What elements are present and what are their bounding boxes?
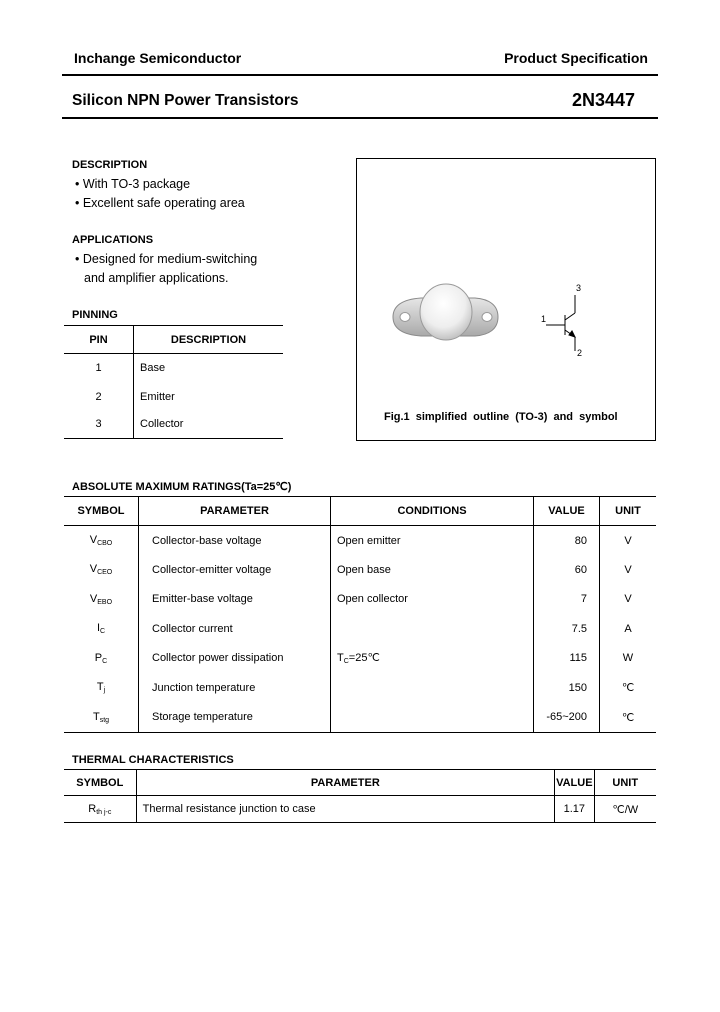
ratings-heading: ABSOLUTE MAXIMUM RATINGS(Ta=25℃)	[72, 481, 292, 493]
list-item: • With TO-3 package	[75, 177, 191, 191]
pin-description: Collector	[140, 418, 184, 431]
condition-text: Open base	[337, 563, 391, 576]
rating-symbol	[64, 526, 139, 556]
rating-symbol	[64, 614, 139, 644]
rating-symbol	[64, 555, 139, 585]
rating-unit: ℃	[621, 682, 635, 695]
symbol-subscript: C	[100, 628, 106, 636]
rating-symbol	[64, 585, 139, 615]
rating-value: 150	[534, 673, 600, 703]
company-name: Inchange Semiconductor	[74, 50, 242, 66]
symbol-subscript: CBO	[97, 540, 113, 547]
symbol-letter: V	[89, 592, 98, 605]
rating-parameter: Collector-emitter voltage	[139, 555, 331, 585]
symbol-letter: T	[92, 710, 100, 723]
rating-parameter: Collector-base voltage	[139, 526, 331, 556]
table-row	[64, 354, 283, 383]
ratings-rows	[64, 526, 656, 733]
transistor-symbol	[546, 295, 575, 351]
applications-heading: APPLICATIONS	[72, 234, 154, 246]
rating-condition	[331, 585, 534, 615]
rating-value: 115	[534, 644, 600, 674]
table-row	[64, 411, 283, 439]
pin-number: 3	[64, 411, 134, 439]
rating-condition	[331, 703, 534, 733]
condition-text: Open collector	[337, 593, 408, 606]
doc-type: Product Specification	[504, 50, 648, 66]
symbol-subscript: j	[103, 687, 106, 695]
pin-description: Emitter	[140, 390, 175, 403]
rating-symbol	[64, 673, 139, 703]
ratings-table	[64, 496, 656, 733]
rating-symbol	[64, 644, 139, 674]
thermal-table	[64, 769, 656, 823]
rating-unit: A	[624, 622, 632, 635]
table-row	[64, 585, 656, 615]
rating-unit: W	[622, 652, 634, 665]
rating-unit: V	[624, 563, 632, 576]
pin-number: 1	[64, 354, 134, 383]
pin-description: Base	[140, 362, 166, 375]
parameter-column-header: PARAMETER	[136, 770, 554, 796]
rating-unit: V	[624, 593, 632, 606]
symbol-subscript: EBO	[97, 598, 113, 606]
symbol-subscript: th j-c	[96, 808, 112, 816]
symbol-subscript: CEO	[97, 569, 113, 577]
symbol-column-header: SYMBOL	[64, 497, 139, 526]
value-column-header: VALUE	[534, 497, 600, 526]
symbol-subscript: C	[102, 657, 108, 665]
rating-symbol	[64, 703, 139, 733]
table-row	[64, 555, 656, 585]
doc-title: Silicon NPN Power Transistors	[72, 92, 299, 109]
rating-value: 7.5	[534, 614, 600, 644]
rating-parameter: Collector power dissipation	[139, 644, 331, 674]
symbol-letter: P	[94, 651, 103, 664]
rating-value: -65~200	[534, 703, 600, 733]
rating-parameter: Emitter-base voltage	[139, 585, 331, 615]
rating-value: 60	[534, 555, 600, 585]
unit-column-header: UNIT	[615, 505, 641, 517]
symbol-pin-1-label: 1	[541, 314, 547, 324]
pin-number: 2	[64, 383, 134, 411]
thermal-parameter: Thermal resistance junction to case	[136, 796, 554, 823]
conditions-column-header: CONDITIONS	[331, 497, 534, 526]
condition-rest: =25℃	[348, 652, 380, 665]
rating-condition	[331, 614, 534, 644]
rating-parameter: Storage temperature	[139, 703, 331, 733]
symbol-column-header: SYMBOL	[64, 770, 136, 796]
table-row	[64, 526, 656, 556]
list-item: • Designed for medium-switching	[75, 252, 258, 266]
figure-caption: Fig.1 simplified outline (TO-3) and symbol	[384, 411, 618, 423]
part-number: 2N3447	[572, 90, 636, 110]
value-column-header: VALUE	[555, 770, 594, 796]
rating-unit: V	[624, 534, 632, 547]
rating-condition	[331, 673, 534, 703]
pinning-table	[64, 325, 283, 439]
applications-list	[75, 250, 257, 288]
rating-condition	[331, 555, 534, 585]
to3-package-image	[357, 159, 655, 440]
description-heading: DESCRIPTION	[72, 159, 148, 171]
table-row	[64, 673, 656, 703]
rating-condition	[331, 644, 534, 674]
table-row	[64, 614, 656, 644]
unit-column-header: UNIT	[612, 776, 639, 789]
rating-condition	[331, 526, 534, 556]
symbol-pin-3-label: 3	[576, 283, 582, 293]
thermal-heading: THERMAL CHARACTERISTICS	[72, 754, 234, 766]
pinning-heading: PINNING	[72, 309, 118, 321]
symbol-letter: T	[96, 681, 104, 694]
header-rule	[62, 74, 658, 76]
parameter-column-header: PARAMETER	[139, 497, 331, 526]
table-row	[64, 644, 656, 674]
rating-value: 7	[534, 585, 600, 615]
table-row	[64, 383, 283, 411]
thermal-unit: ℃/W	[612, 803, 639, 816]
symbol-letter: R	[88, 802, 97, 815]
rating-unit: ℃	[621, 711, 635, 724]
table-row	[64, 796, 656, 823]
symbol-letter: I	[96, 622, 100, 635]
thermal-symbol	[64, 796, 136, 823]
symbol-pin-2-label: 2	[577, 348, 583, 358]
rating-parameter: Collector current	[139, 614, 331, 644]
condition-subscript: C	[343, 658, 349, 666]
symbol-letter: V	[89, 534, 98, 546]
table-row	[64, 703, 656, 733]
condition-text: Open emitter	[337, 534, 401, 547]
pin-column-header: PIN	[64, 326, 134, 354]
list-item: • Excellent safe operating area	[75, 196, 245, 210]
list-item: and amplifier applications.	[84, 271, 229, 285]
thermal-value: 1.17	[555, 796, 594, 823]
title-rule	[62, 117, 658, 119]
description-list	[75, 175, 245, 213]
rating-value: 80	[534, 526, 600, 556]
condition-letter: T	[337, 652, 344, 665]
symbol-letter: V	[89, 563, 98, 576]
symbol-subscript: stg	[99, 716, 110, 724]
description-column-header: DESCRIPTION	[170, 333, 247, 346]
figure-box	[356, 158, 656, 441]
rating-parameter: Junction temperature	[139, 673, 331, 703]
